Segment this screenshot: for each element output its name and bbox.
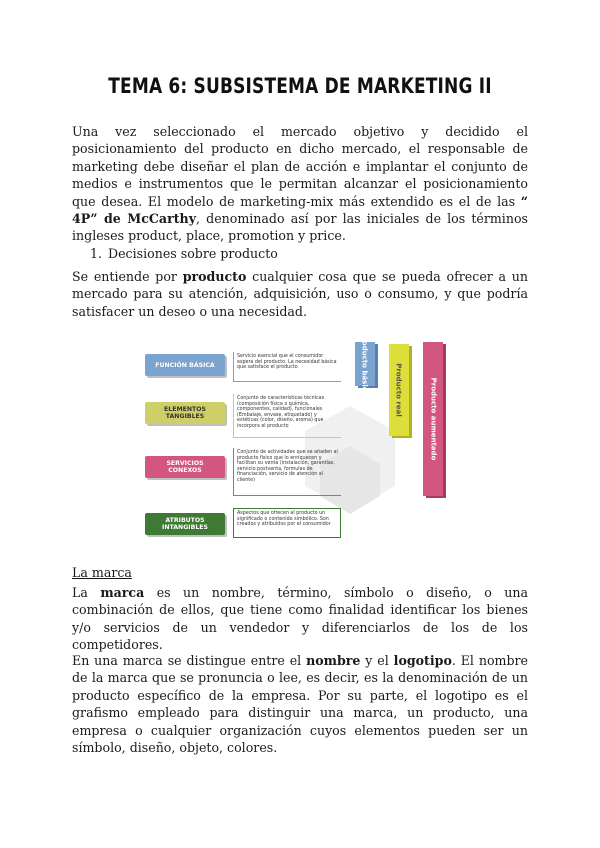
- bar-producto-basico-label: Producto básico: [361, 332, 370, 396]
- nl-bold-nombre: nombre: [306, 653, 361, 668]
- nl-text-a: En una marca se distingue entre el: [72, 653, 307, 668]
- desc-elementos-tangibles: Conjunto de características técnicas (composición física o química, componentes, calidad), funcionales (Embalaje, envase, etiquetado) y estéticas (color, diseño, aroma) que incorpora el producto: [233, 394, 341, 438]
- producto-definition: [72, 268, 528, 320]
- page-title: TEMA 6: SUBSISTEMA DE MARKETING II: [108, 74, 492, 99]
- tab-elementos-label-1: ELEMENTOS: [164, 406, 206, 413]
- product-levels-diagram: [145, 332, 450, 546]
- intro-bold: “ 4P” de McCarthy: [72, 193, 528, 227]
- marca-definition: [72, 584, 528, 654]
- nl-bold-logotipo: logotipo: [393, 653, 452, 668]
- tab-servicios-label-2: CONEXOS: [168, 467, 202, 474]
- intro-paragraph: [72, 123, 528, 245]
- section-number: 1.: [90, 246, 103, 261]
- nl-text-c: . El nombre de la marca que se pronuncia o lee, es decir, es la denominación de un producto específico de la empresa. Por su parte, el logotipo es el grafismo empleado para distinguir una marca, un producto, una empresa o cualquier organización cuyos elementos pueden ser un símbolo, diseño, objeto, colores.: [72, 653, 529, 756]
- desc-atributos-intangibles: Aspectos que ofrecen al producto un significado o contenido simbólico. Son creados y atribuidos por el consumidor: [233, 508, 341, 538]
- bar-producto-real: [389, 344, 409, 436]
- bar-producto-basico: [355, 332, 375, 396]
- tab-servicios-conexos: [145, 456, 225, 478]
- marca-bold: marca: [100, 585, 145, 600]
- tab-servicios-label-1: SERVICIOS: [166, 460, 204, 467]
- producto-text-a: Se entiende por: [72, 269, 183, 284]
- tab-elementos-label-2: TANGIBLES: [165, 413, 205, 420]
- marca-text-b: es un nombre, término, símbolo o diseño, o una combinación de ellos, que tiene como finalidad identificar los bienes y/o servicios de un vendedor y diferenciarlos de los de los competidores.: [72, 585, 528, 653]
- tab-atributos-intangibles: [145, 513, 225, 535]
- producto-text-b: cualquier cosa que se pueda ofrecer a un mercado para su atención, adquisición, uso o consumo, y que podría satisfacer un deseo o una necesidad.: [72, 269, 528, 319]
- intro-text-a: Una vez seleccionado el mercado objetivo y decidido el posicionamiento del producto en dicho mercado, el responsable de marketing debe diseñar el plan de acción e implantar el conjunto de medios e instrumentos que le permitan alcanzar el posicionamiento que desea. El modelo de marketing-mix más extendido es el de las: [72, 124, 528, 209]
- producto-bold: producto: [182, 269, 247, 284]
- desc-funcion-basica: Servicio esencial que el consumidor espera del producto. La necesidad básica que satisface el producto: [233, 352, 341, 382]
- tab-elementos-tangibles: [145, 402, 225, 424]
- nl-text-b: y el: [360, 653, 394, 668]
- marca-heading: La marca: [72, 565, 132, 580]
- tab-atributos-label-1: ATRIBUTOS: [165, 517, 205, 524]
- tab-funcion-basica: [145, 354, 225, 376]
- section-label: Decisiones sobre producto: [108, 246, 278, 261]
- tab-funcion-basica-label: FUNCIÓN BÁSICA: [155, 361, 215, 369]
- bar-producto-aumentado: [423, 342, 443, 496]
- bar-producto-aumentado-label: Producto aumentado: [429, 377, 437, 461]
- marca-text-a: La: [72, 585, 101, 600]
- desc-servicios-conexos: Conjunto de actividades que se añaden al producto físico que lo enriquecen y facilitan su venta (instalación, garantías, servicio postventa, formulas de financiación, servicio de atención al cliente): [233, 448, 341, 496]
- bar-producto-real-label: Producto real: [395, 363, 404, 417]
- tab-atributos-label-2: INTANGIBLES: [162, 524, 208, 531]
- nombre-logotipo-paragraph: [72, 652, 528, 756]
- intro-text-b: , denominado así por las iniciales de los términos ingleses product, place, promotion y price.: [72, 211, 528, 244]
- section-heading-producto: [90, 246, 278, 261]
